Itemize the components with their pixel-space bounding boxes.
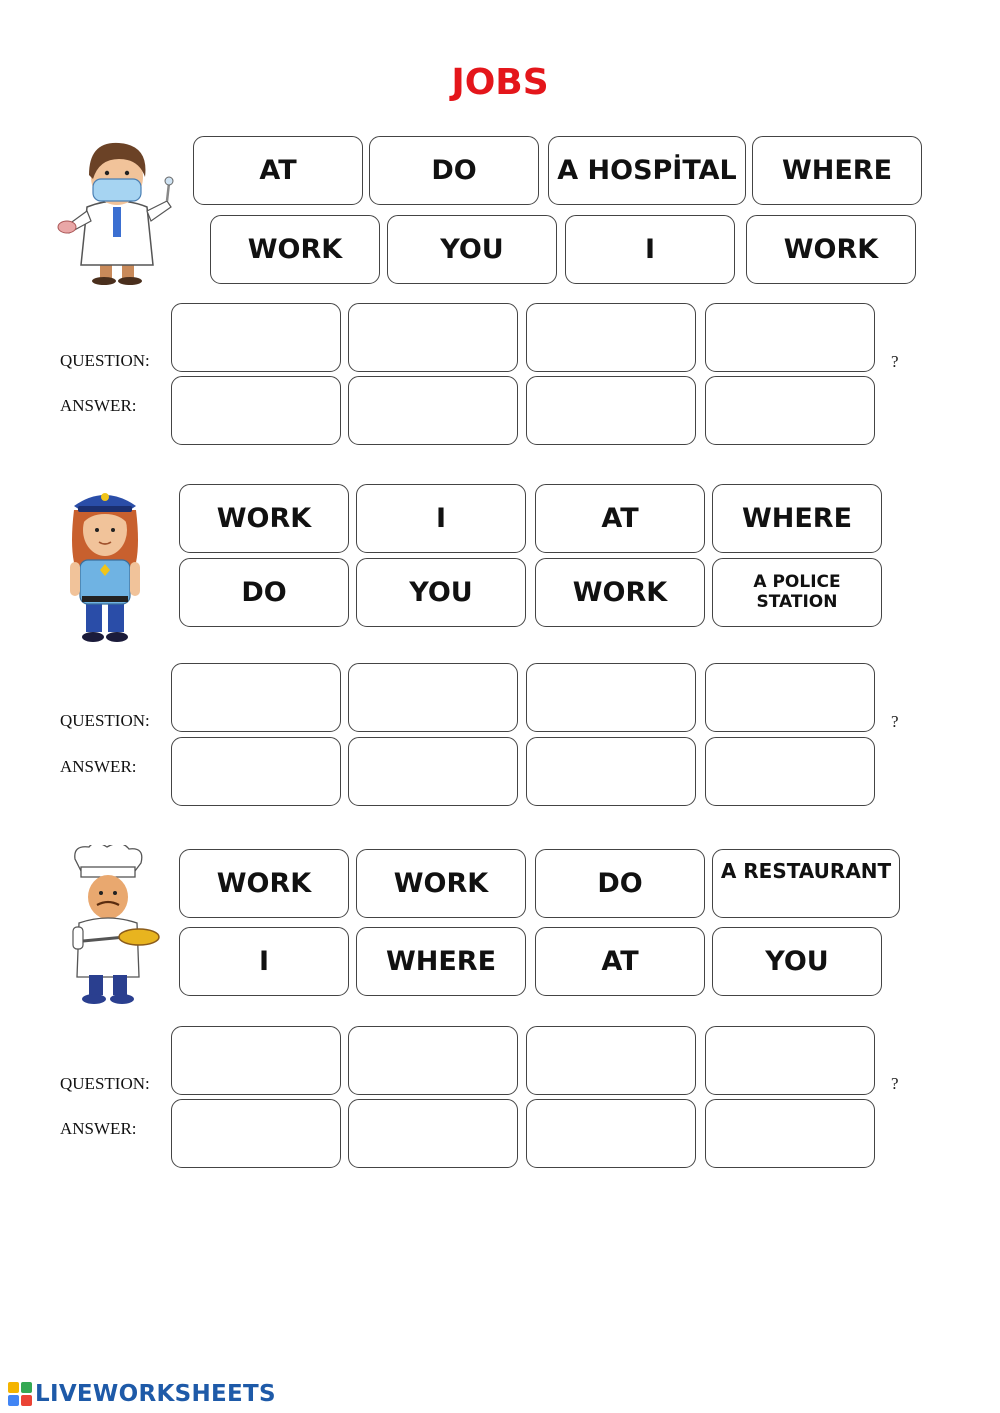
question-blank[interactable] [705,663,875,732]
question-blank[interactable] [705,1026,875,1095]
answer-blank[interactable] [348,376,518,445]
word-card[interactable]: I [179,927,349,996]
question-blank[interactable] [348,303,518,372]
question-blank[interactable] [526,1026,696,1095]
word-card[interactable]: DO [179,558,349,627]
question-mark: ? [891,712,899,731]
doctor-illustration [55,135,180,285]
word-card[interactable]: I [565,215,735,284]
word-card[interactable]: WORK [210,215,380,284]
question-label: QUESTION: [60,711,150,730]
question-blank[interactable] [348,663,518,732]
question-label: QUESTION: [60,1074,150,1093]
word-card[interactable]: WHERE [356,927,526,996]
word-card[interactable]: DO [369,136,539,205]
answer-blank[interactable] [705,1099,875,1168]
word-card[interactable]: WORK [179,849,349,918]
question-blank[interactable] [526,303,696,372]
police-officer-illustration [58,480,153,645]
answer-label: ANSWER: [60,396,137,415]
word-card[interactable]: WORK [356,849,526,918]
answer-blank[interactable] [171,376,341,445]
word-card[interactable]: WORK [746,215,916,284]
question-blank[interactable] [526,663,696,732]
word-card[interactable]: WORK [535,558,705,627]
logo-text: LIVEWORKSHEETS [35,1381,276,1407]
answer-label: ANSWER: [60,757,137,776]
liveworksheets-logo[interactable] [8,1381,276,1407]
logo-grid-icon [8,1382,32,1406]
page-title: JOBS [451,62,549,103]
word-card[interactable]: WHERE [752,136,922,205]
word-card[interactable]: A HOSPİTAL [548,136,746,205]
question-label: QUESTION: [60,351,150,370]
answer-label: ANSWER: [60,1119,137,1138]
word-card[interactable]: YOU [387,215,557,284]
answer-blank[interactable] [705,737,875,806]
answer-blank[interactable] [526,376,696,445]
word-card[interactable]: A POLICE STATION [712,558,882,627]
word-card[interactable]: WORK [179,484,349,553]
word-card[interactable]: AT [535,484,705,553]
word-card[interactable]: A RESTAURANT [712,849,900,918]
answer-blank[interactable] [171,737,341,806]
answer-blank[interactable] [348,737,518,806]
chef-illustration [55,845,165,1010]
question-mark: ? [891,1074,899,1093]
word-card[interactable]: DO [535,849,705,918]
question-blank[interactable] [348,1026,518,1095]
word-card[interactable]: AT [193,136,363,205]
question-blank[interactable] [705,303,875,372]
word-card[interactable]: I [356,484,526,553]
word-card[interactable]: AT [535,927,705,996]
answer-blank[interactable] [348,1099,518,1168]
answer-blank[interactable] [526,737,696,806]
answer-blank[interactable] [171,1099,341,1168]
answer-blank[interactable] [705,376,875,445]
question-blank[interactable] [171,1026,341,1095]
word-card[interactable]: YOU [712,927,882,996]
answer-blank[interactable] [526,1099,696,1168]
question-blank[interactable] [171,303,341,372]
word-card[interactable]: YOU [356,558,526,627]
question-mark: ? [891,352,899,371]
word-card[interactable]: WHERE [712,484,882,553]
question-blank[interactable] [171,663,341,732]
